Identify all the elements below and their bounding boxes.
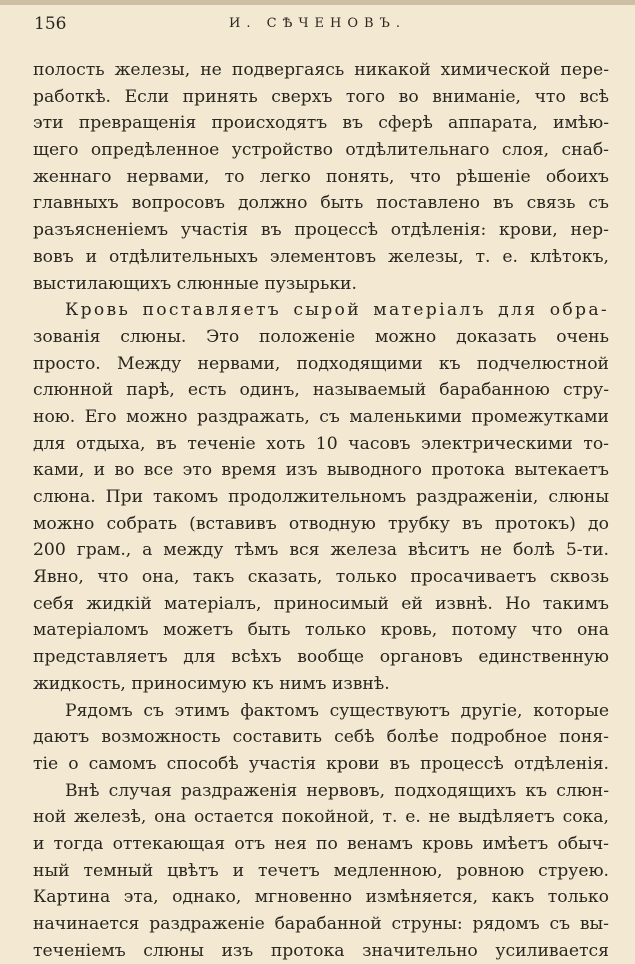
text-line: Явно, что она, такъ сказать, только просачиваетъ сквозь xyxy=(33,567,609,588)
text-line: разъясненіемъ участія въ процессѣ отдѣленія: крови, нер- xyxy=(33,220,609,241)
text-line: 200 грам., а между тѣмъ вся железа вѣситъ не болѣ 5-ти. xyxy=(33,540,609,561)
text-line: и тогда оттекающая отъ нея по венамъ кровь имѣетъ обыч- xyxy=(33,833,609,854)
text-line: Картина эта, однако, мгновенно измѣняется, какъ только xyxy=(33,887,609,908)
text-line: начинается раздраженіе барабанной струны: рядомъ съ вы- xyxy=(33,914,609,934)
text-line: женнаго нервами, то легко понять, что рѣшеніе обоихъ xyxy=(33,166,609,187)
text-line: ной железѣ, она остается покойной, т. е. не выдѣляетъ сока, xyxy=(33,807,609,828)
text-line: слюна. При такомъ продолжительномъ раздраженіи, слюны xyxy=(33,487,609,507)
running-head: И. СѢЧЕНОВЪ. xyxy=(229,16,406,31)
text-line: просто. Между нервами, подходящими къ подчелюстной xyxy=(33,353,609,374)
paragraph-start-line: Кровь поставляетъ сырой матеріалъ для обра- xyxy=(65,300,609,321)
text-line: вовъ и отдѣлительныхъ элементовъ железы, т. е. клѣтокъ, xyxy=(33,246,609,267)
text-line: жидкость, приносимую къ нимъ извнѣ. xyxy=(33,673,390,694)
text-line: представляетъ для всѣхъ вообще органовъ единственную xyxy=(33,647,609,668)
paragraph-start-line: Внѣ случая раздраженія нервовъ, подходящихъ къ слюн- xyxy=(65,780,609,801)
text-line: эти превращенія происходятъ въ сферѣ аппарата, имѣю- xyxy=(33,113,609,134)
text-line: щего опредѣленное устройство отдѣлительнаго слоя, снаб- xyxy=(33,140,609,161)
text-line: теченіемъ слюны изъ протока значительно усиливается xyxy=(33,940,609,961)
text-line: себя жидкій матеріалъ, приносимый ей извнѣ. Но такимъ xyxy=(33,593,609,614)
text-line: выстилающихъ слюнные пузырьки. xyxy=(33,273,357,294)
body-text xyxy=(33,57,609,964)
text-line: даютъ возможность составить себѣ болѣе подробное поня- xyxy=(33,727,609,748)
text-line: матеріаломъ можетъ быть только кровь, потому что она xyxy=(33,620,609,641)
text-line: ною. Его можно раздражать, съ маленькими промежутками xyxy=(33,406,609,427)
page-number: 156 xyxy=(34,14,67,34)
text-line: зованія слюны. Это положеніе можно доказать очень xyxy=(33,326,609,347)
text-line: ками, и во все это время изъ выводного протока вытекаетъ xyxy=(33,460,609,481)
text-line: главныхъ вопросовъ должно быть поставлено въ связь съ xyxy=(33,193,609,214)
text-line: слюнной парѣ, есть одинъ, называемый барабанною стру- xyxy=(33,380,609,401)
text-line: можно собрать (вставивъ отводную трубку въ протокъ) до xyxy=(33,513,609,534)
text-line: тіе о самомъ способѣ участія крови въ процессѣ отдѣленія. xyxy=(33,753,609,774)
page-top-edge xyxy=(0,0,635,5)
text-line: для отдыха, въ теченіе хоть 10 часовъ электрическими то- xyxy=(33,433,609,454)
text-line: ный темный цвѣтъ и течетъ медленною, ровною струею. xyxy=(33,860,609,881)
page-header xyxy=(0,12,635,36)
text-line: работкѣ. Если принять сверхъ того во вниманіе, что всѣ xyxy=(33,86,609,107)
paragraph-start-line: Рядомъ съ этимъ фактомъ существуютъ другіе, которые xyxy=(65,700,609,721)
text-line: полость железы, не подвергаясь никакой химической пере- xyxy=(33,60,609,80)
